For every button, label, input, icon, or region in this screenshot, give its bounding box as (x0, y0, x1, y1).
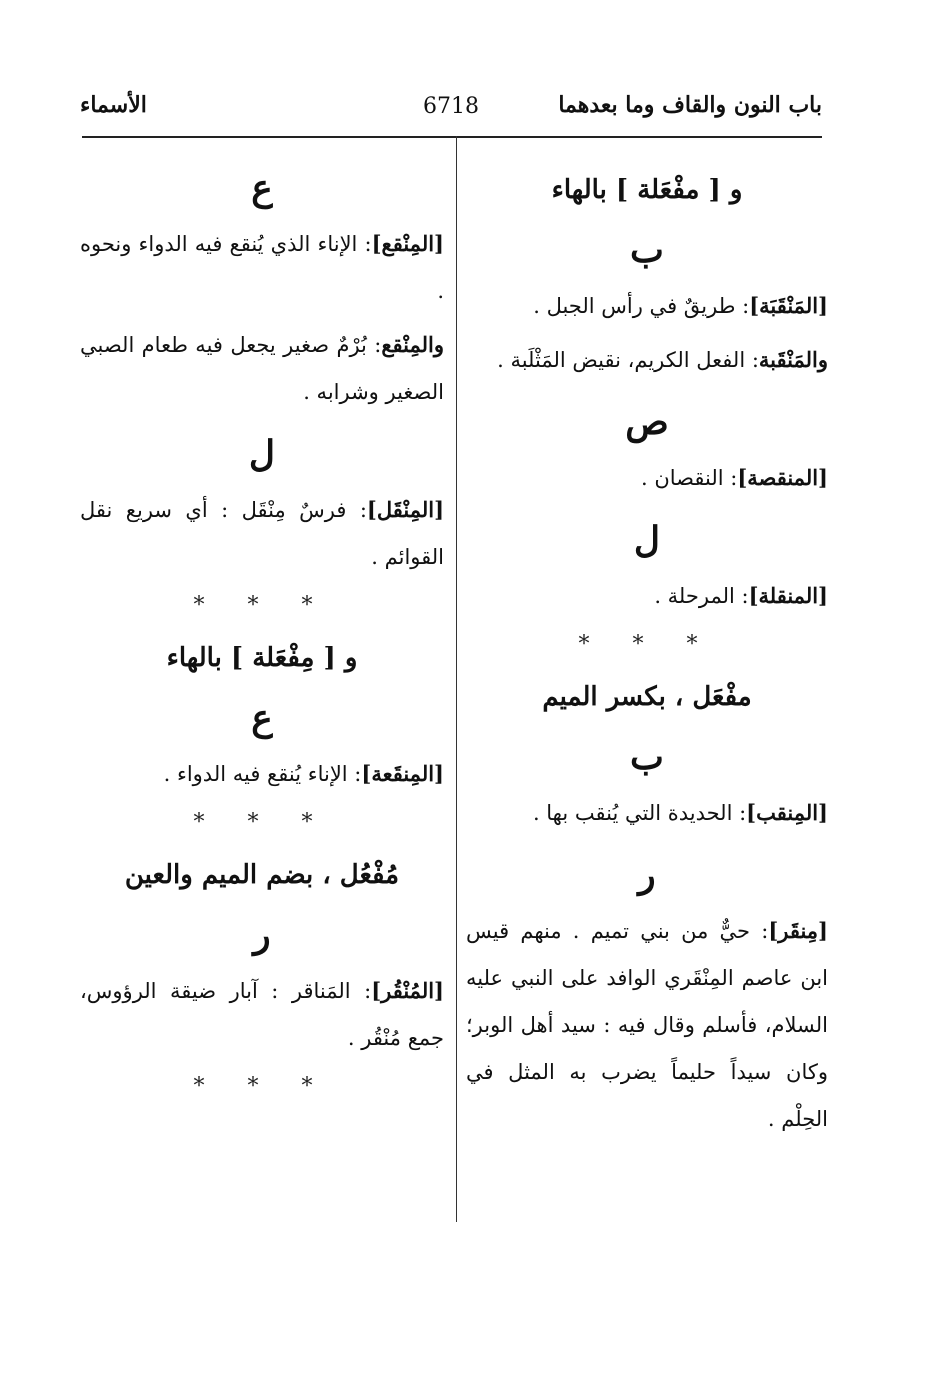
dictionary-entry (80, 750, 444, 798)
root-letter: ل (633, 519, 661, 561)
root-letter: ع (251, 697, 273, 739)
section-heading: و [ مفْعَلة ] بالهاء (551, 175, 743, 205)
entry-definition: : المَناقر : آبار ضيقة الرؤوس، جمع مُنْقُر . (80, 979, 444, 1050)
dictionary-entry (466, 282, 828, 330)
dictionary-entry (80, 486, 444, 581)
entry-definition: : الإناء يُنقع فيه الدواء . (163, 762, 362, 786)
section-separator: * * * (193, 1074, 331, 1099)
dictionary-entry (466, 907, 828, 1143)
root-letter: ر (638, 854, 656, 896)
entry-definition: : المرحلة . (654, 584, 749, 608)
left-column (80, 150, 444, 1117)
entry-headword: [المنقلة] (748, 583, 828, 608)
section-heading: مفْعَل ، بكسر الميم (542, 682, 752, 712)
header-rule (82, 136, 822, 138)
entry-headword: [المِنْقع] (371, 231, 444, 256)
dictionary-entry (80, 967, 444, 1062)
root-letter: ب (630, 229, 664, 271)
section-heading: مُفْعُل ، بضم الميم والعين (124, 860, 400, 890)
entry-definition: : فرسٌ مِنْقَل : أي سريع نقل القوائم . (80, 498, 444, 569)
section-title: باب النون والقاف وما بعدهما (558, 92, 822, 118)
dictionary-entry (80, 220, 444, 315)
root-letter: ع (251, 167, 273, 209)
entry-definition: : حيٌّ من بني تميم . منهم قيس ابن عاصم المِنْقَري الوافد على النبي عليه السلام، فأسلم وقال فيه : سيد أهل الوبر؛ وكان سيداً حليماً يضرب به المثل في الحِلْم . (466, 919, 828, 1131)
entry-definition: : طريقٌ في رأس الجبل . (533, 294, 750, 318)
entry-headword: [المَنْقَبَة] (749, 293, 828, 318)
dictionary-entry (80, 321, 444, 416)
category-title: الأسماء (80, 92, 147, 118)
entry-headword: [المِنقب] (746, 800, 828, 825)
entry-headword: [المِنقَعة] (361, 761, 444, 786)
entry-headword: [المِنْقَل] (366, 497, 444, 522)
section-separator: * * * (193, 593, 331, 618)
entry-definition: : الحديدة التي يُنقب بها . (532, 801, 747, 825)
section-separator: * * * (578, 632, 716, 657)
root-letter: ل (248, 433, 276, 475)
root-letter: ر (253, 914, 271, 956)
entry-definition: : الفعل الكريم، نقيض المَثْلَبة . (497, 348, 759, 372)
dictionary-entry (466, 336, 828, 384)
section-separator: * * * (193, 810, 331, 835)
root-letter: ب (630, 736, 664, 778)
entry-definition: : الإناء الذي يُنقع فيه الدواء ونحوه . (80, 232, 444, 303)
dictionary-entry (466, 572, 828, 620)
dictionary-entry (466, 789, 828, 837)
entry-headword: والمَنْقَبة (758, 347, 828, 372)
section-heading: و [ مِفْعَلة ] بالهاء (166, 643, 358, 673)
page-number: 6718 (423, 94, 479, 119)
root-letter: ص (625, 401, 669, 443)
entry-definition: : بُرْمٌ صغير يجعل فيه طعام الصبي الصغير وشرابه . (80, 333, 444, 404)
entry-headword: [المُنْقُر] (371, 978, 444, 1003)
running-head (80, 92, 822, 132)
entry-headword: [المنقصة] (737, 465, 828, 490)
right-column (466, 150, 828, 1149)
entry-headword: [مِنقَر] (768, 918, 828, 943)
entry-definition: : النقصان . (640, 466, 738, 490)
dictionary-entry (466, 454, 828, 502)
column-divider (456, 136, 457, 1222)
entry-headword: والمِنْقع (381, 332, 444, 357)
